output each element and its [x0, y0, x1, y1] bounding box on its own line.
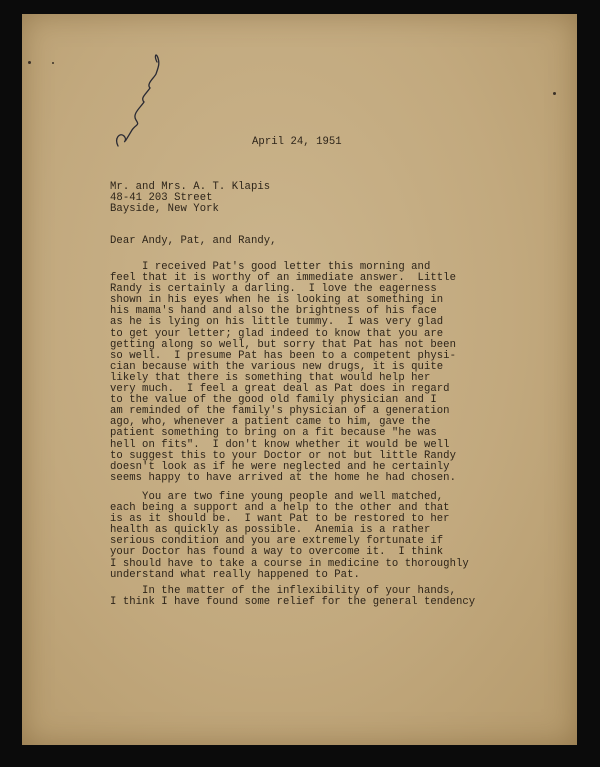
text-line: cian because with the various new drugs, it is quite — [110, 360, 444, 373]
text-line: seems happy to have arrived at the home he had chosen. — [110, 471, 456, 484]
text-line: ago, who, whenever a patient came to him, gave the — [110, 416, 431, 429]
text-line: hell on fits". I don't know whether it would be well — [110, 438, 450, 451]
text-line: each being a support and a help to the other and that — [110, 502, 450, 515]
address-line: 48-41 203 Street — [110, 192, 213, 205]
text-line: as he is lying on his little tummy. I was very glad — [110, 316, 444, 329]
text-line: very much. I feel a great deal as Pat does in regard — [110, 383, 450, 396]
address-line: Bayside, New York — [110, 203, 219, 216]
text-line: your Doctor has found a way to overcome it. I think — [110, 546, 444, 559]
text-line: I think I have found some relief for the general tendency — [110, 596, 476, 609]
text-line: is as it should be. I want Pat to be restored to her — [110, 513, 450, 526]
text-line: to get your letter; glad indeed to know that you are — [110, 327, 444, 340]
text-line: In the matter of the inflexibility of your hands, — [110, 585, 456, 597]
paper-speck — [28, 61, 31, 64]
text-line: I received Pat's good letter this morning and — [110, 261, 431, 273]
text-line: Randy is certainly a darling. I love the eagerness — [110, 283, 437, 296]
text-line: patient something to bring on a fit because "he was — [110, 427, 437, 440]
recipient-address — [110, 182, 270, 215]
letter-date: April 24, 1951 — [252, 136, 342, 148]
text-line: health as quickly as possible. Anemia is a rather — [110, 524, 431, 537]
text-line: shown in his eyes when he is looking at something in — [110, 294, 444, 307]
text-line: likely that there is something that would help her — [110, 371, 431, 384]
paragraph-3 — [110, 586, 475, 608]
text-line: understand what really happened to Pat. — [110, 568, 360, 581]
handwritten-annotation-personal — [110, 44, 170, 154]
address-line: Mr. and Mrs. A. T. Klapis — [110, 181, 271, 193]
paragraph-2 — [110, 492, 469, 581]
text-line: his mama's hand and also the brightness of his face — [110, 305, 437, 318]
text-line: You are two fine young people and well matched, — [110, 491, 444, 503]
text-line: doesn't look as if he were neglected and he certainly — [110, 460, 450, 473]
text-line: to the value of the good old family physician and I — [110, 394, 437, 407]
text-line: I should have to take a course in medicine to thoroughly — [110, 557, 469, 570]
text-line: so well. I presume Pat has been to a competent physi- — [110, 349, 456, 362]
text-line: to suggest this to your Doctor or not but little Randy — [110, 449, 456, 462]
text-line: am reminded of the family's physician of a generation — [110, 405, 450, 418]
paper-speck — [52, 62, 54, 64]
text-line: feel that it is worthy of an immediate answer. Little — [110, 272, 456, 285]
paper-speck — [553, 92, 556, 95]
text-line: getting along so well, but sorry that Pat has not been — [110, 338, 456, 351]
salutation: Dear Andy, Pat, and Randy, — [110, 235, 277, 247]
paragraph-1 — [110, 262, 456, 484]
text-line: serious condition and you are extremely fortunate if — [110, 535, 444, 548]
